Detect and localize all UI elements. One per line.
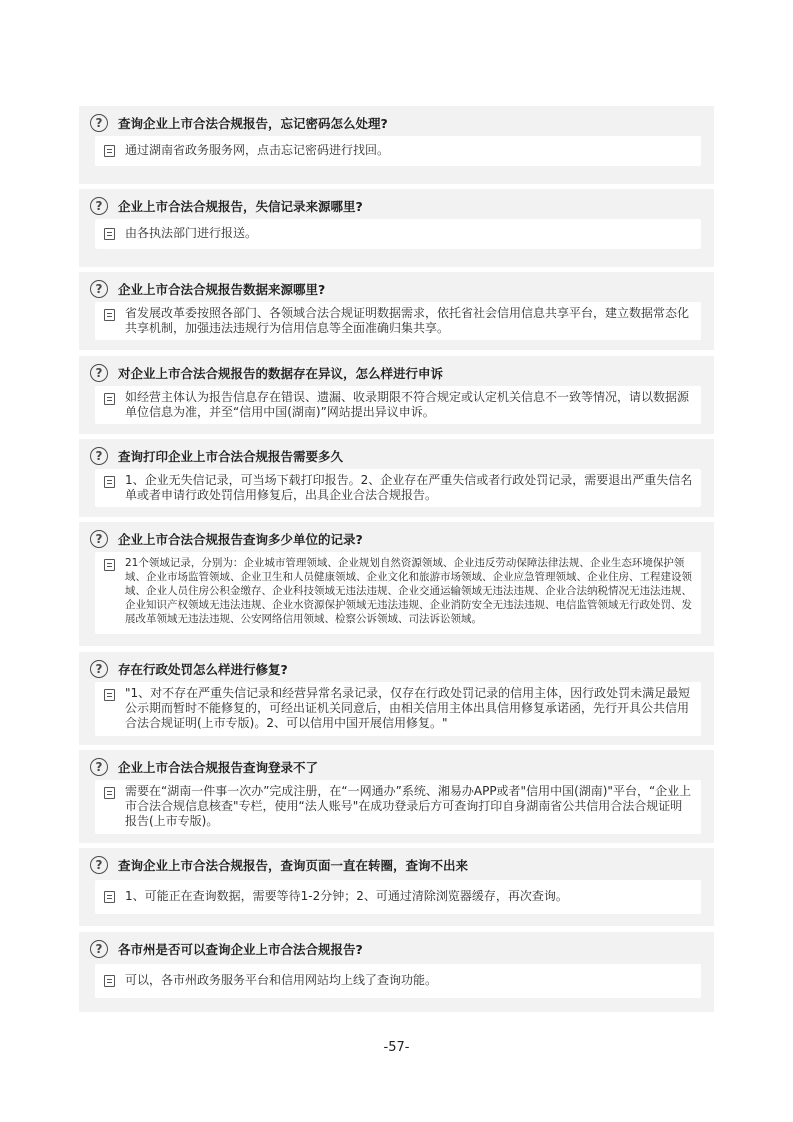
- faq-question-row: [90, 278, 325, 300]
- document-list-icon: [104, 559, 115, 571]
- faq-item: [79, 356, 714, 434]
- faq-question: 各市州是否可以查询企业上市合法合规报告?: [118, 942, 363, 957]
- faq-answer: 通过湖南省政务服务网，点击忘记密码进行找回。: [125, 143, 390, 157]
- question-circle-icon: ?: [90, 530, 108, 548]
- faq-answer: 21个领域记录，分别为：企业城市管理领域、企业规划自然资源领域、企业违反劳动保障法律法规、企业生态环境保护领域、企业市场监管领域、企业卫生和人员健康领域、企业文化和旅游市场领域、企业应急管理领域、企业住房、工程建设领域、企业人员住房公积金缴存、企业科技领域无违法违规、企业交通运输领域无违法违规、企业合法纳税情况无违法违规、企业知识产权领域无违法违规、企业水资源保护领域无违法违规、企业消防安全无违法违规、电信监管领域无行政处罚、发展改革领域无违法违规、公安网络信用领域、检察公诉领域、司法诉讼领域。: [125, 557, 692, 625]
- document-list-icon: [104, 476, 115, 488]
- faq-answer: 省发展改革委按照各部门、各领域合法合规证明数据需求，依托省社会信用信息共享平台，建立数据常态化共享机制，加强违法违规行为信用信息等全面准确归集共享。: [125, 306, 690, 335]
- faq-question-row: [90, 445, 343, 467]
- faq-answer-box: [95, 552, 701, 634]
- faq-question: 企业上市合法合规报告数据来源哪里?: [118, 282, 326, 297]
- question-circle-icon: ?: [90, 940, 108, 958]
- faq-item: [79, 522, 714, 646]
- question-circle-icon: ?: [90, 280, 108, 298]
- question-circle-icon: ?: [90, 114, 108, 132]
- faq-item: [79, 652, 714, 745]
- faq-answer-box: [95, 302, 701, 340]
- faq-item: [79, 106, 714, 184]
- question-circle-icon: ?: [90, 758, 108, 776]
- faq-answer: 由各执法部门进行报送。: [125, 226, 258, 240]
- document-list-icon: [104, 891, 115, 903]
- faq-question-row: [90, 362, 443, 384]
- document-list-icon: [104, 228, 115, 240]
- faq-answer-box: [95, 469, 701, 507]
- question-circle-icon: ?: [90, 197, 108, 215]
- question-circle-icon: ?: [90, 856, 108, 874]
- faq-answer: 1、可能正在查询数据，需要等待1-2分钟；2、可通过清除浏览器缓存，再次查询。: [125, 889, 568, 903]
- faq-item: [79, 848, 714, 926]
- faq-question: 查询企业上市合法合规报告，查询页面一直在转圈，查询不出来: [118, 858, 469, 873]
- faq-question-row: [90, 938, 363, 960]
- faq-question: 企业上市合法合规报告查询多少单位的记录?: [118, 532, 363, 547]
- faq-question: 查询打印企业上市合法合规报告需要多久: [118, 449, 344, 464]
- faq-answer: 需要在“湖南一件事一次办”完成注册，在“一网通办”系统、湘易办APP或者"信用中国(湖南)"平台，“企业上市合法合规信息核查"专栏，使用“法人账号"在成功登录后方可查询打印自身湖南省公共信用合法合规证明报告(上市专版)。: [125, 784, 692, 828]
- faq-question-row: [90, 195, 363, 217]
- question-circle-icon: ?: [90, 660, 108, 678]
- faq-answer: "1、对不存在严重失信记录和经营异常名录记录，仅存在行政处罚记录的信用主体，因行政处罚未满足最短公示期而暂时不能修复的，可经出证机关同意后，由相关信用主体出具信用修复承诺函，先行开具公共信用合法合规证明(上市专版)。2、可以信用中国开展信用修复。": [125, 686, 691, 730]
- faq-question: 对企业上市合法合规报告的数据存在异议，怎么样进行申诉: [118, 366, 444, 381]
- faq-question-row: [90, 658, 288, 680]
- faq-question: 查询企业上市合法合规报告，忘记密码怎么处理?: [118, 116, 388, 131]
- document-list-icon: [104, 309, 115, 321]
- faq-answer-box: [95, 219, 701, 249]
- faq-question-row: [90, 528, 363, 550]
- faq-answer-box: [95, 780, 701, 834]
- document-list-icon: [104, 145, 115, 157]
- page-number: -57-: [383, 1040, 410, 1055]
- faq-answer-box: [95, 136, 701, 166]
- faq-item: [79, 272, 714, 350]
- faq-item: [79, 189, 714, 267]
- faq-question-row: [90, 756, 318, 778]
- faq-item: [79, 932, 714, 1012]
- faq-answer: 可以，各市州政务服务平台和信用网站均上线了查询功能。: [125, 973, 438, 987]
- document-list-icon: [104, 393, 115, 405]
- document-list-icon: [104, 689, 115, 701]
- faq-answer-box: [95, 880, 701, 914]
- faq-answer: 1、企业无失信记录，可当场下载打印报告。2、企业存在严重失信或者行政处罚记录，需要退出严重失信名单或者申请行政处罚信用修复后，出具企业合法合规报告。: [125, 473, 693, 502]
- faq-item: [79, 750, 714, 843]
- question-circle-icon: ?: [90, 364, 108, 382]
- faq-question: 企业上市合法合规报告查询登录不了: [118, 760, 319, 775]
- question-circle-icon: ?: [90, 447, 108, 465]
- faq-answer-box: [95, 964, 701, 998]
- faq-item: [79, 439, 714, 517]
- faq-question-row: [90, 854, 468, 876]
- document-list-icon: [104, 787, 115, 799]
- faq-question-row: [90, 112, 388, 134]
- faq-question: 存在行政处罚怎么样进行修复?: [118, 662, 288, 677]
- document-list-icon: [104, 975, 115, 987]
- faq-answer-box: [95, 682, 701, 736]
- faq-answer: 如经营主体认为报告信息存在错误、遗漏、收录期限不符合规定或认定机关信息不一致等情况，请以数据源单位信息为准，并至“信用中国(湖南)”网站提出异议申诉。: [125, 390, 690, 419]
- faq-answer-box: [95, 386, 701, 424]
- faq-question: 企业上市合法合规报告，失信记录来源哪里?: [118, 199, 363, 214]
